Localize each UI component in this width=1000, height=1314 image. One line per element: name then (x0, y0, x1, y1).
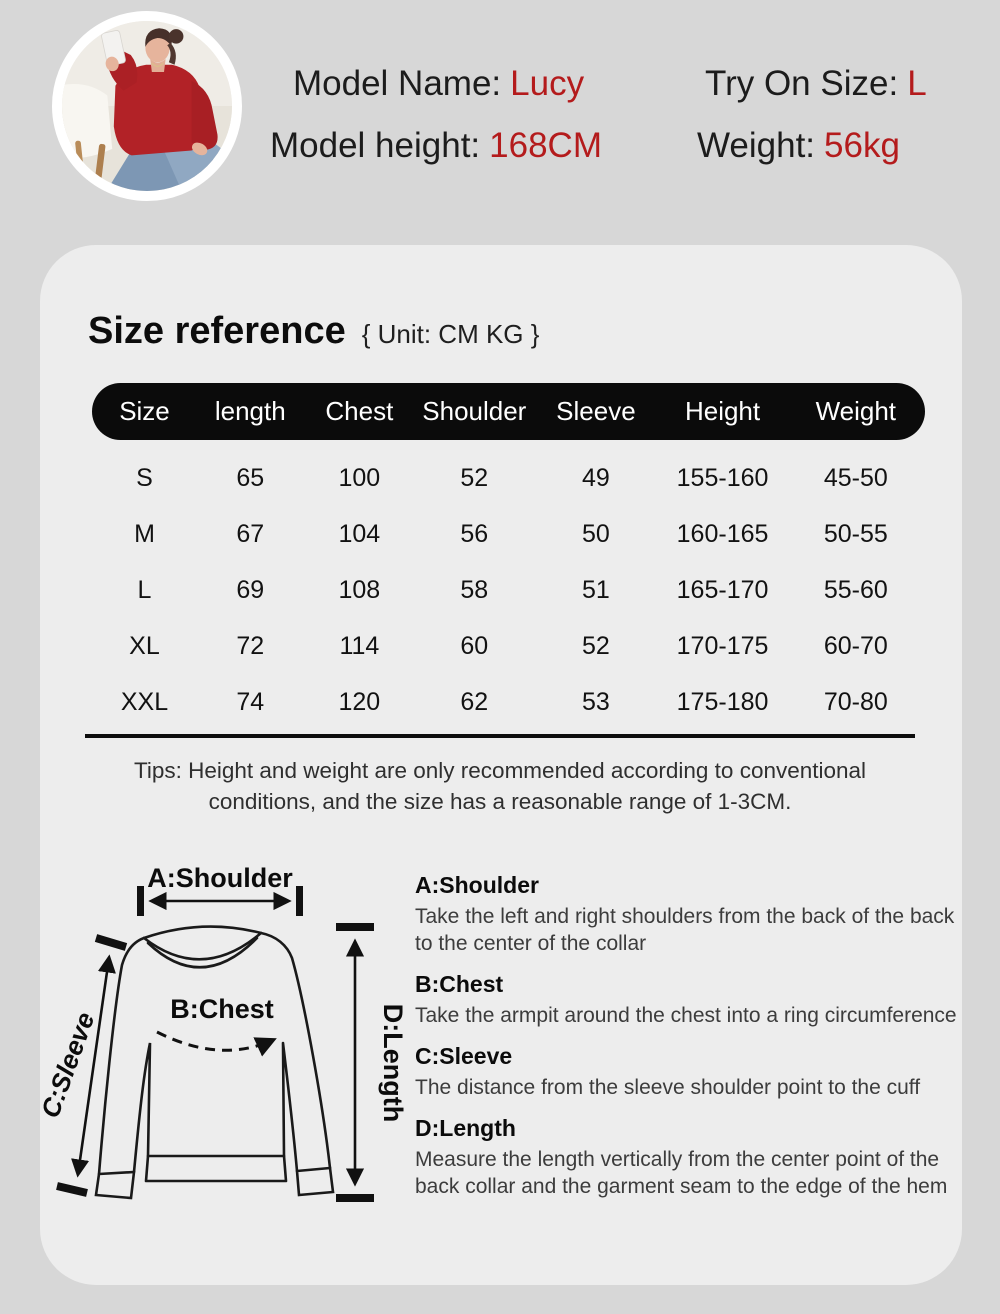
cell: 60-70 (823, 631, 888, 660)
cell: 60 (460, 631, 489, 660)
shoulder-label: A:Shoulder (147, 863, 293, 893)
model-height-value: 168CM (489, 126, 602, 165)
cell: 165-170 (676, 575, 769, 604)
measure-title: D:Length (415, 1115, 516, 1141)
size-table-body (92, 450, 925, 730)
table-row-m (92, 506, 925, 562)
cell: 160-165 (676, 519, 769, 548)
cell: XL (129, 631, 160, 660)
cell: 58 (460, 575, 489, 604)
cell: 53 (582, 687, 610, 716)
model-height-field (270, 126, 602, 166)
weight-value: 56kg (824, 126, 900, 165)
table-row-l (92, 562, 925, 618)
sleeve-arrow (35, 938, 126, 1193)
cell: 51 (582, 575, 610, 604)
tips-text (85, 755, 915, 817)
cell: 104 (338, 519, 381, 548)
cell: 175-180 (676, 687, 769, 716)
cell: 155-160 (676, 463, 769, 492)
cell: 62 (460, 687, 489, 716)
col-size: Size (119, 396, 170, 426)
cell: 65 (236, 463, 265, 492)
cell: 49 (582, 463, 610, 492)
col-length: length (214, 396, 286, 426)
cell: 69 (236, 575, 265, 604)
col-sleeve: Sleeve (556, 396, 636, 426)
sweatshirt-outline (96, 927, 333, 1198)
model-photo-illustration (62, 21, 232, 191)
cell: L (137, 575, 152, 604)
measure-title: B:Chest (415, 971, 504, 997)
tips-line-2: conditions, and the size has a reasonable range of 1-3CM. (208, 789, 792, 814)
measure-item-sleeve (415, 1043, 975, 1101)
cell: 52 (460, 463, 489, 492)
cell: XXL (120, 687, 169, 716)
table-row-xl (92, 618, 925, 674)
chest-label: B:Chest (170, 994, 274, 1024)
cell: 52 (582, 631, 610, 660)
model-name-label: Model Name: (293, 64, 502, 103)
cell: 56 (460, 519, 489, 548)
cell: 45-50 (823, 463, 888, 492)
cell: 74 (236, 687, 265, 716)
table-row-xxl (92, 674, 925, 730)
table-row-s (92, 450, 925, 506)
garment-measurement-diagram (30, 850, 420, 1220)
size-table-header (92, 383, 925, 440)
cell: 50-55 (823, 519, 888, 548)
cell: 108 (338, 575, 381, 604)
length-arrow (336, 923, 408, 1202)
cell: 114 (339, 631, 380, 660)
measure-item-shoulder (415, 872, 975, 957)
measure-desc: Take the armpit around the chest into a ring circumference (415, 1004, 957, 1027)
try-on-size-value: L (907, 64, 927, 103)
measure-desc: The distance from the sleeve shoulder point to the cuff (415, 1076, 921, 1099)
table-bottom-rule (85, 734, 915, 738)
tips-line-1: Tips: Height and weight are only recommended according to conventional (133, 758, 867, 783)
size-reference-title: Size reference (88, 310, 346, 352)
model-name-value: Lucy (510, 64, 585, 103)
cell: 70-80 (823, 687, 888, 716)
col-chest: Chest (325, 396, 394, 426)
weight-field (697, 126, 900, 166)
measurement-descriptions (415, 872, 975, 1214)
try-on-size-label: Try On Size: (705, 64, 899, 103)
size-reference-title-row (88, 310, 539, 353)
measure-item-length (415, 1115, 975, 1200)
col-weight: Weight (815, 396, 897, 426)
cell: 67 (236, 519, 265, 548)
try-on-size-field (705, 64, 927, 104)
length-label: D:Length (378, 1003, 408, 1123)
unit-note: { Unit: CM KG } (361, 319, 540, 349)
cell: 72 (236, 631, 265, 660)
weight-label: Weight: (697, 126, 816, 165)
cell: 120 (338, 687, 381, 716)
cell: 100 (338, 463, 381, 492)
col-height: Height (684, 396, 761, 426)
model-photo (52, 11, 242, 201)
shoulder-arrow (137, 863, 303, 916)
cell: 50 (582, 519, 610, 548)
cell: S (136, 463, 153, 492)
col-shoulder: Shoulder (422, 396, 527, 426)
measure-title: C:Sleeve (415, 1043, 513, 1069)
cell: M (134, 519, 155, 548)
cell: 170-175 (676, 631, 769, 660)
cell: 55-60 (823, 575, 888, 604)
measure-desc: Take the left and right shoulders from the back of the back to the center of the collar (415, 905, 955, 955)
chest-arrow (157, 994, 274, 1050)
sleeve-label: C:Sleeve (34, 1008, 101, 1122)
model-name-field (293, 64, 584, 104)
measure-item-chest (415, 971, 975, 1029)
measure-desc: Measure the length vertically from the center point of the back collar and the garment seam to the edge of the hem (415, 1148, 948, 1198)
measure-title: A:Shoulder (415, 872, 539, 898)
model-height-label: Model height: (270, 126, 481, 165)
